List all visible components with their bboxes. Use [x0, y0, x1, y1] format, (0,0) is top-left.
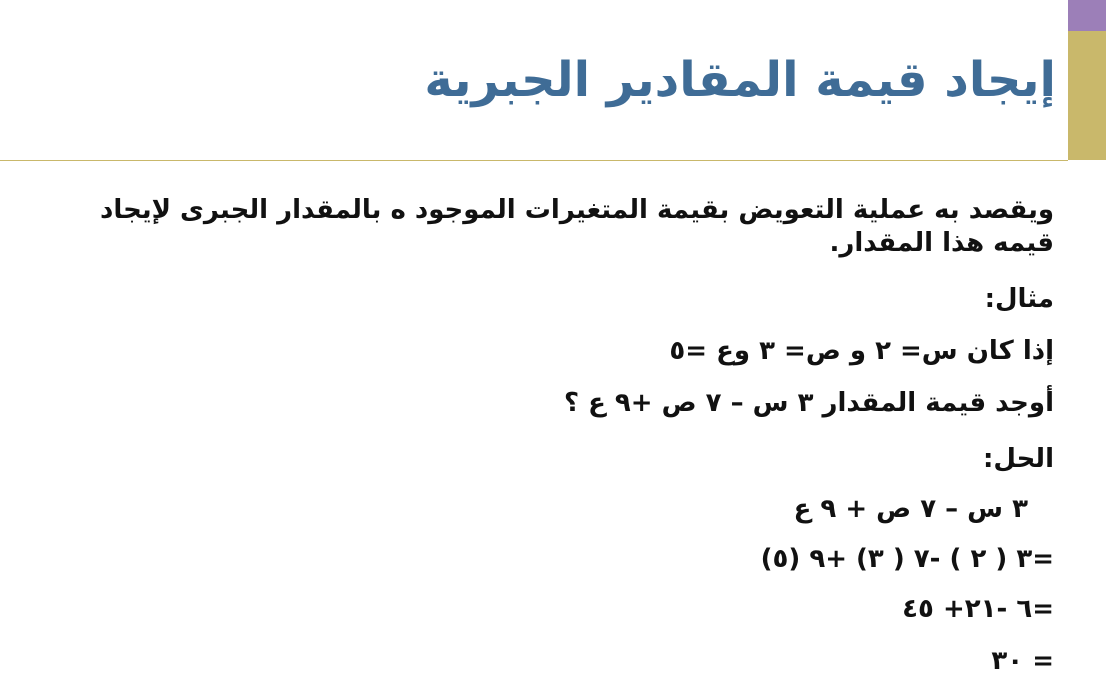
- solution-step-4: = ٣٠: [991, 646, 1054, 676]
- given-values: إذا كان س= ٢ و ص= ٣ وع =٥: [669, 336, 1054, 366]
- solution-step-3: =٦ -٢١+ ٤٥: [902, 594, 1054, 624]
- example-label: مثال:: [984, 284, 1054, 314]
- solution-step-1: ٣ س – ٧ ص + ٩ ع: [793, 494, 1028, 524]
- definition-text: ويقصد به عملية التعويض بقيمة المتغيرات الموجود ه بالمقدار الجبرى لإيجاد قيمه هذا المقدار.: [100, 195, 1054, 258]
- solution-step-2: =٣ ( ٢ ) -٧ ( ٣) +٩ (٥): [760, 544, 1054, 574]
- solution-label: الحل:: [982, 444, 1054, 474]
- question-text: أوجد قيمة المقدار ٣ س – ٧ ص +٩ ع ؟: [563, 388, 1054, 418]
- slide-title: إيجاد قيمة المقادير الجبرية: [424, 52, 1056, 108]
